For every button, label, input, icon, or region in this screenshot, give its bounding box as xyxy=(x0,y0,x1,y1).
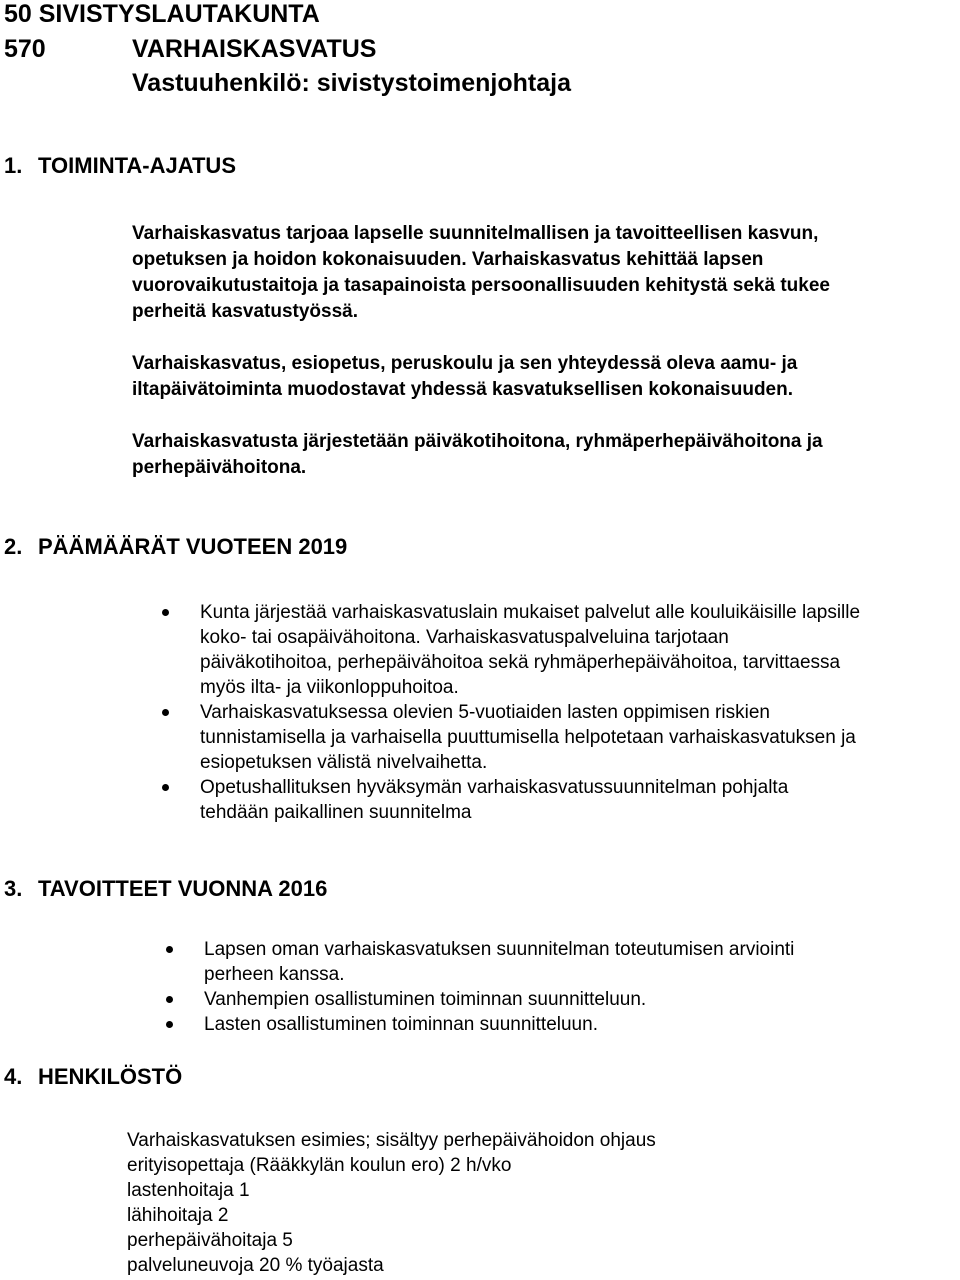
paragraph-line: Varhaiskasvatusta järjestetään päiväkotihoitona, ryhmäperhepäivähoitona ja xyxy=(132,431,823,452)
header-unit-name: VARHAISKASVATUS xyxy=(132,35,377,63)
section2-goals-list xyxy=(160,600,960,825)
section4-staff-list xyxy=(127,1128,656,1278)
staff-line: Varhaiskasvatuksen esimies; sisältyy perhepäivähoidon ohjaus xyxy=(127,1130,656,1151)
bullet-icon xyxy=(166,946,173,953)
list-item-line: Kunta järjestää varhaiskasvatuslain mukaiset palvelut alle kouluikäisille lapsille xyxy=(200,602,861,623)
section3-number: 3. xyxy=(4,876,23,901)
staff-line: palveluneuvoja 20 % työajasta xyxy=(127,1255,384,1276)
list-item-line: Opetushallituksen hyväksymän varhaiskasvatussuunnitelman pohjalta xyxy=(200,777,789,798)
paragraph-line: Varhaiskasvatus tarjoaa lapselle suunnitelmallisen ja tavoitteellisen kasvun, xyxy=(132,223,819,244)
header-responsible-person: Vastuuhenkilö: sivistystoimenjohtaja xyxy=(132,69,572,97)
bullet-icon xyxy=(166,996,173,1003)
bullet-icon xyxy=(162,784,169,791)
section2-title: PÄÄMÄÄRÄT VUOTEEN 2019 xyxy=(38,534,348,559)
bullet-icon xyxy=(162,709,169,716)
list-item-line: Lapsen oman varhaiskasvatuksen suunnitelman toteutumisen arviointi xyxy=(204,939,795,960)
list-item xyxy=(160,600,960,700)
section4-number: 4. xyxy=(4,1064,23,1089)
bullet-icon xyxy=(166,1021,173,1028)
list-item-line: koko- tai osapäivähoitona. Varhaiskasvatuspalveluina tarjotaan xyxy=(200,627,729,648)
list-item xyxy=(164,987,960,1012)
list-item xyxy=(160,700,960,775)
section3-targets-list xyxy=(164,937,960,1037)
list-item-line: perheen kanssa. xyxy=(204,964,345,985)
section2-number: 2. xyxy=(4,534,23,559)
section1-paragraph3 xyxy=(132,429,952,481)
section1-title: TOIMINTA-AJATUS xyxy=(38,153,236,178)
paragraph-line: perhepäivähoitona. xyxy=(132,457,307,478)
list-item-line: esiopetuksen välistä nivelvaihetta. xyxy=(200,752,488,773)
section1-number: 1. xyxy=(4,153,23,178)
list-item-line: myös ilta- ja viikonloppuhoitoa. xyxy=(200,677,459,698)
list-item-line: tunnistamisella ja varhaisella puuttumisella helpotetaan varhaiskasvatuksen ja xyxy=(200,727,856,748)
paragraph-line: perheitä kasvatustyössä. xyxy=(132,301,359,322)
paragraph-line: Varhaiskasvatus, esiopetus, peruskoulu ja sen yhteydessä oleva aamu- ja xyxy=(132,353,798,374)
list-item-line: tehdään paikallinen suunnitelma xyxy=(200,802,472,823)
list-item xyxy=(164,937,960,987)
bullet-icon xyxy=(162,609,169,616)
staff-line: perhepäivähoitaja 5 xyxy=(127,1230,293,1251)
staff-line: lastenhoitaja 1 xyxy=(127,1180,250,1201)
list-item-line: Vanhempien osallistuminen toiminnan suunnitteluun. xyxy=(204,989,647,1010)
list-item xyxy=(160,775,960,825)
list-item-line: päiväkotihoitoa, perhepäivähoitoa sekä ryhmäperhepäivähoitoa, tarvittaessa xyxy=(200,652,841,673)
list-item xyxy=(164,1012,960,1037)
staff-line: lähihoitaja 2 xyxy=(127,1205,229,1226)
staff-line: erityisopettaja (Rääkkylän koulun ero) 2 h/vko xyxy=(127,1155,512,1176)
paragraph-line: iltapäivätoiminta muodostavat yhdessä kasvatuksellisen kokonaisuuden. xyxy=(132,379,794,400)
section1-paragraph1 xyxy=(132,221,952,325)
section1-paragraph2 xyxy=(132,351,952,403)
list-item-line: Varhaiskasvatuksessa olevien 5-vuotiaiden lasten oppimisen riskien xyxy=(200,702,770,723)
header-committee: 50 SIVISTYSLAUTAKUNTA xyxy=(4,0,320,28)
paragraph-line: opetuksen ja hoidon kokonaisuuden. Varhaiskasvatus kehittää lapsen xyxy=(132,249,764,270)
section3-title: TAVOITTEET VUONNA 2016 xyxy=(38,876,328,901)
section4-title: HENKILÖSTÖ xyxy=(38,1064,183,1089)
paragraph-line: vuorovaikutustaitoja ja tasapainoista persoonallisuuden kehitystä sekä tukee xyxy=(132,275,830,296)
header-unit-number: 570 xyxy=(4,35,46,63)
list-item-line: Lasten osallistuminen toiminnan suunnitteluun. xyxy=(204,1014,598,1035)
